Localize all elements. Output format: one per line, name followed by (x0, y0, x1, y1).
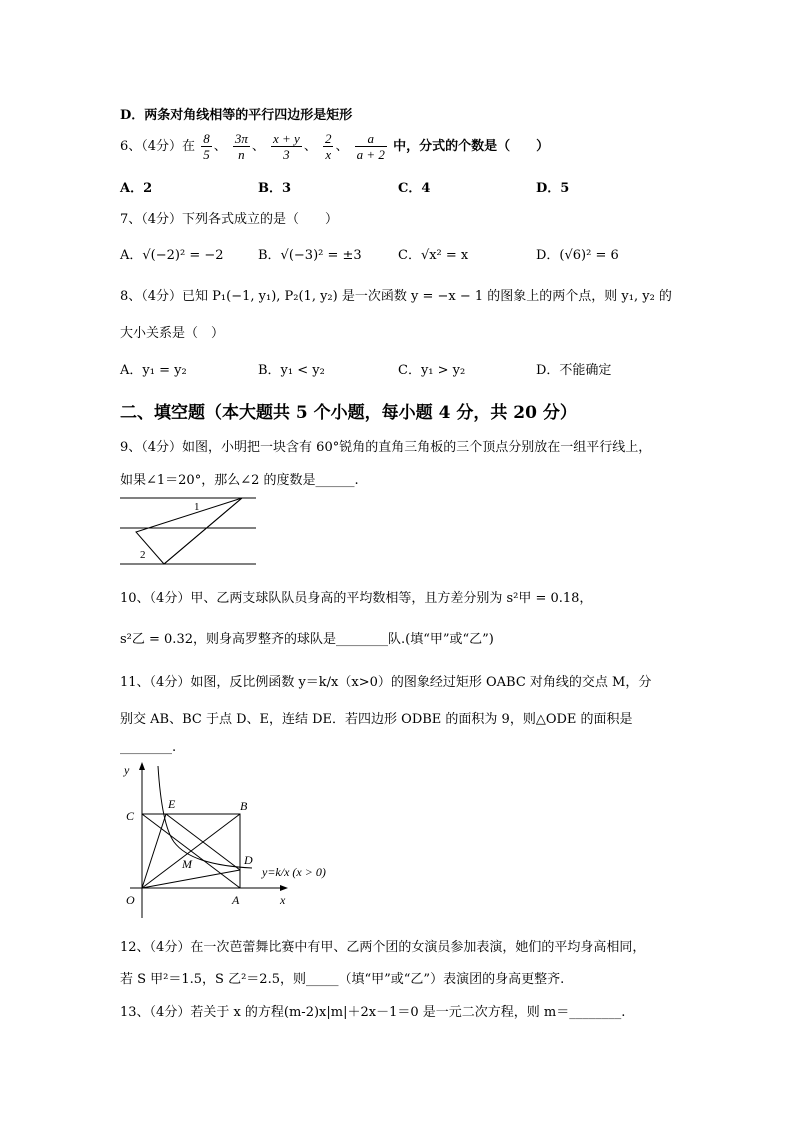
q6-frac1-num: 8 (203, 131, 210, 146)
q6-frac3-num: x + y (273, 131, 300, 146)
q11-segment-od (142, 870, 240, 888)
q6-fraction-1 (201, 131, 212, 162)
question-12-line2: 若 S 甲²＝1.5，S 乙²＝2.5，则_____（填“甲”或“乙”）表演团的身高更整齐. (120, 972, 565, 987)
section-2-title: 二、填空题（本大题共 5 个小题，每小题 4 分，共 20 分） (120, 403, 577, 423)
q6-fraction-2 (233, 131, 250, 162)
q6-frac5-den: a + 2 (356, 147, 385, 162)
q11-hyperbola-curve (158, 766, 252, 868)
q6-sep: 、 (213, 139, 227, 154)
q11-label-y: y (124, 763, 130, 777)
q6-option-a: A．2 (120, 181, 153, 196)
q7-option-a: A．√(−2)² = −2 (120, 248, 224, 263)
q6-frac3-den: 3 (271, 146, 302, 162)
question-13-line1: 13、（4分）若关于 x 的方程(m-2)x|m|＋2x－1＝0 是一元二次方程，则 m＝________. (120, 1005, 626, 1020)
q11-label-b: B (240, 799, 248, 813)
q6-frac1-den: 5 (203, 147, 210, 162)
q9-triangle (136, 498, 242, 564)
q11-label-d: D (244, 853, 253, 867)
q8-option-b: B．y₁ < y₂ (258, 363, 325, 378)
question-11-line2: 别交 AB、BC 于点 D、E，连结 DE．若四边形 ODBE 的面积为 9，则△ODE 的面积是 (120, 712, 633, 727)
q9-triangle-side (164, 498, 242, 564)
q11-curve-label: y=k/x (x > 0) (262, 865, 326, 879)
question-9-line1: 9、（4分）如图，小明把一块含有 60°锐角的直角三角板的三个顶点分别放在一组平行线上， (120, 440, 652, 455)
q11-figure-rectangle-hyperbola (112, 758, 352, 928)
question-10-line2: s²乙 = 0.32，则身高罗整齐的球队是________队.(填“甲”或“乙”) (120, 632, 494, 647)
question-10-line1: 10、（4分）甲、乙两支球队队员身高的平均数相等，且方差分别为 s²甲 = 0.18， (120, 591, 593, 606)
q11-label-e: E (168, 797, 176, 811)
q11-x-axis-arrow-icon (280, 885, 288, 891)
question-7-stem: 7、（4分）下列各式成立的是（ ） (120, 212, 339, 227)
q8-option-a: A．y₁ = y₂ (120, 363, 187, 378)
q6-fraction-3 (271, 131, 302, 162)
q6-sep: 、 (251, 139, 265, 154)
q11-y-axis-arrow-icon (139, 762, 145, 770)
q6-prefix: 6、（4分）在 (120, 139, 196, 154)
q6-fraction-4 (323, 131, 334, 162)
q7-option-d: D．(√6)² = 6 (536, 248, 619, 263)
q11-label-a: A (232, 893, 240, 907)
q8-option-c: C．y₁ > y₂ (398, 363, 466, 378)
q11-label-m: M (182, 857, 192, 871)
question-8-stem-line1: 8、（4分）已知 P₁(−1, y₁), P₂(1, y₂) 是一次函数 y = −x − 1 的图象上的两个点，则 y₁, y₂ 的 (120, 289, 672, 304)
q6-frac4-num: 2 (324, 131, 332, 146)
question-11-line3: ________. (120, 740, 177, 755)
q6-frac5-num: a (367, 131, 375, 146)
q9-angle-1-label: 1 (194, 501, 200, 513)
q8-option-d: D．不能确定 (536, 363, 612, 378)
question-11-line1: 11、（4分）如图，反比例函数 y＝k/x（x>0）的图象经过矩形 OABC 对角线的交点 M，分 (120, 675, 652, 690)
question-6-stem (120, 131, 549, 162)
q11-label-o: O (126, 893, 135, 907)
q9-angle-2-label: 2 (140, 549, 146, 561)
q7-option-c: C．√x² = x (398, 248, 469, 263)
q6-frac2-num: 3π (234, 131, 248, 146)
q6-option-b: B．3 (258, 181, 292, 196)
q6-frac2-den: n (233, 146, 250, 162)
q11-label-x: x (280, 893, 286, 907)
q7-option-b: B．√(−3)² = ±3 (258, 248, 362, 263)
q6-frac4-den: x (323, 146, 334, 162)
prev-question-option-d: D．两条对角线相等的平行四边形是矩形 (120, 108, 353, 123)
question-12-line1: 12、（4分）在一次芭蕾舞比赛中有甲、乙两个团的女演员参加表演，她们的平均身高相同， (120, 940, 646, 955)
q6-fraction-5 (355, 131, 387, 162)
question-8-stem-line2: 大小关系是（ ） (120, 326, 225, 341)
question-9-line2: 如果∠1＝20°，那么∠2 的度数是______. (120, 473, 359, 488)
q9-figure-parallel-lines (118, 492, 260, 568)
q11-segment-oe (142, 814, 166, 888)
q6-sep: 、 (335, 139, 349, 154)
q6-sep: 、 (303, 139, 317, 154)
q6-suffix: 中，分式的个数是（ ） (393, 139, 550, 154)
q6-option-d: D．5 (536, 181, 570, 196)
q11-label-c: C (126, 809, 135, 823)
q6-option-c: C．4 (398, 181, 431, 196)
